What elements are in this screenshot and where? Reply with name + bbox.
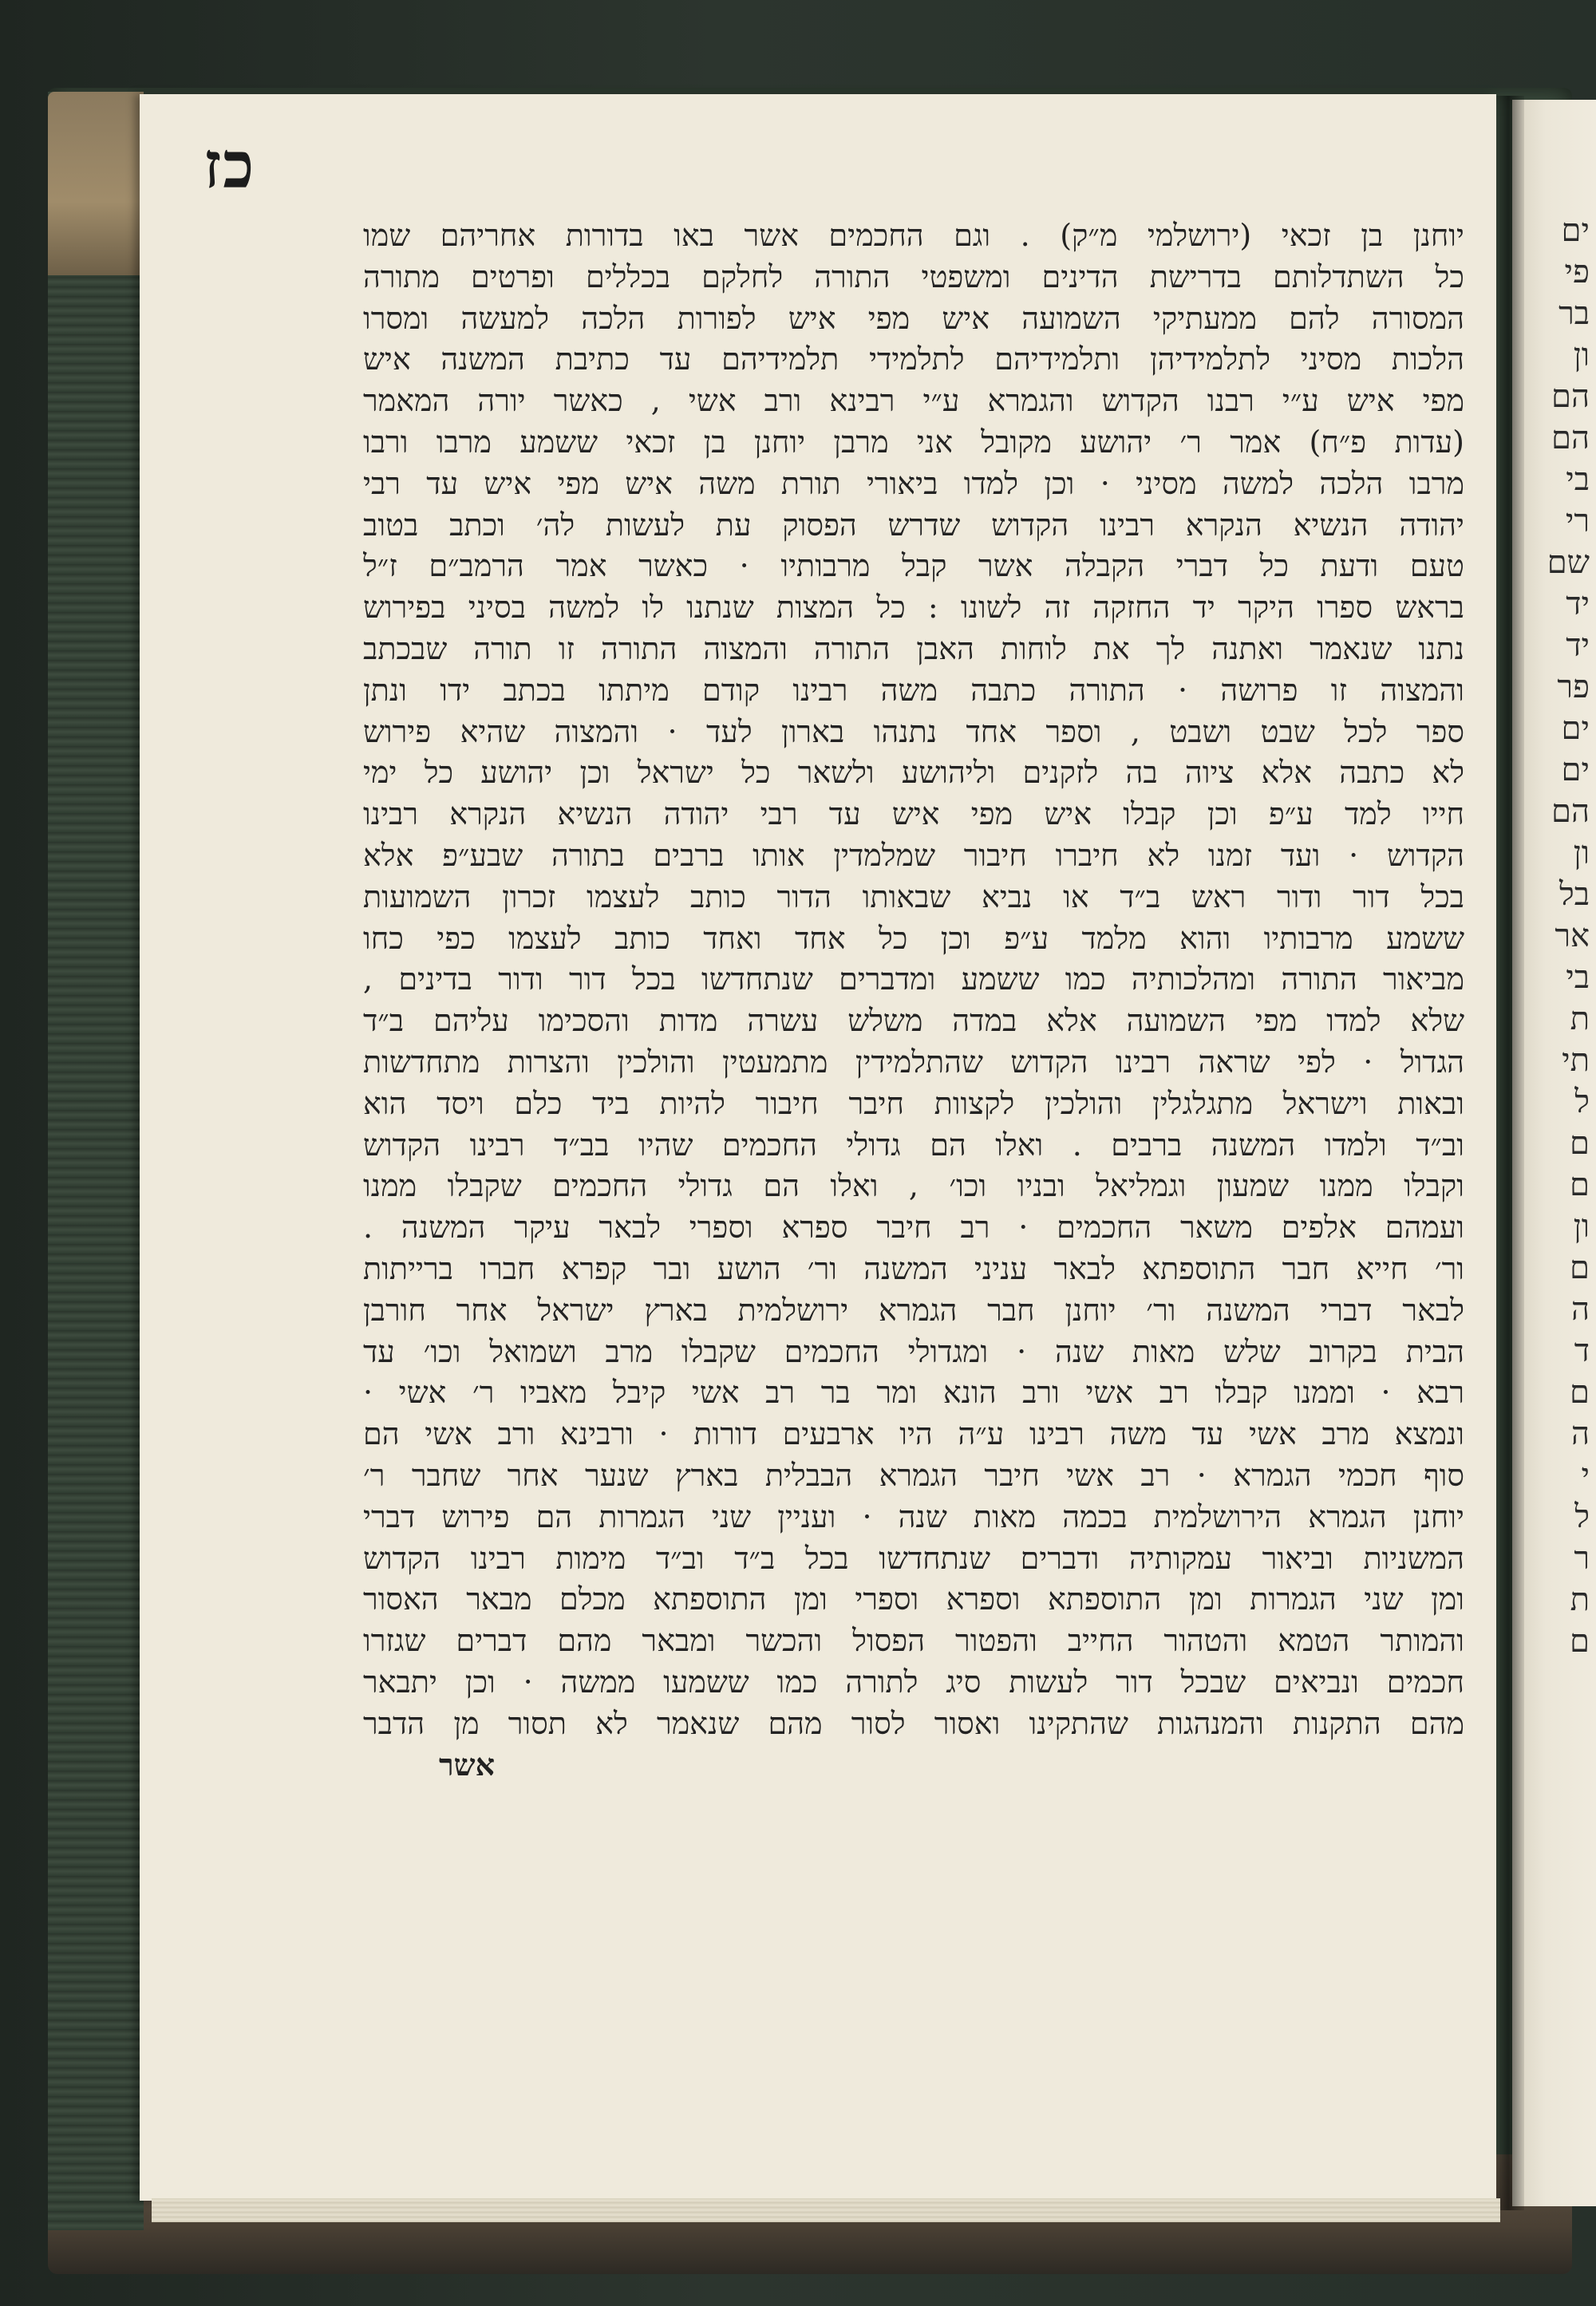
facing-page-fragment: הם [1551,793,1590,830]
text-line: מהם התקנות והמנהגות שהתקינו ואסור לסור מהם שנאמר לא תסור מן הדבר [363,1705,1464,1741]
text-line: בכל דור ודור ראש ב״ד או נביא שבאותו הדור כותב לעצמו זכרון השמועות [363,879,1464,914]
text-line: ועמהם אלפים משאר החכמים · רב חיבר ספרא וספרי לבאר עיקר המשנה . [363,1210,1464,1246]
text-line: (עדות פ״ח) אמר ר׳ יהושע מקובל אני מרבן יוחנן בן זכאי ששמע מרבו ורבו [363,424,1464,460]
text-line: ומן שני הגמרות ומן התוספתא וספרא וספרי ומן התוספתא מכלם מבאר האסור [363,1581,1464,1617]
facing-page-fragment: ון [1573,337,1590,373]
facing-page-fragment: ם [1570,1167,1590,1203]
text-line: הגדול · לפי שראה רבינו הקדוש שהתלמידין מתמעטין והולכין והצרות מתחדשות [363,1044,1464,1080]
facing-page-fragment: ם [1570,1125,1590,1162]
text-line: והמותר הטמא והטהור החייב והפטור הפסול והכשר ומבאר מהם דברים שגזרו [363,1623,1464,1659]
text-line: ונמצא מרב אשי עד משה רבינו ע״ה היו ארבעים דורות · ורבינא ורב אשי הם [363,1416,1464,1452]
text-line: חכמים ונביאים שבכל דור לעשות סיג לתורה כמו ששמעו ממשה · וכן יתבאר [363,1664,1464,1700]
facing-page-fragment: ד [1574,1333,1590,1369]
facing-page-fragment: רי [1565,503,1590,539]
book-spine [48,92,144,2230]
text-line: יוחנן הגמרא הירושלמית בכמה מאות שנה · ועניין שני הגמרות הם פירוש דברי [363,1499,1464,1534]
text-line: טעם ודעת כל דברי הקבלה אשר קבל מרבותיו · כאשר אמר הרמב״ם ז״ל [363,548,1464,584]
facing-page [1512,100,1596,2206]
facing-page-fragment: ון [1573,1208,1590,1245]
text-line: כל השתדלותם בדרישת הדינים ומשפטי התורה לחלקם בכללים ופרטים מתורה [363,259,1464,294]
facing-page-fragment: ר [1574,1540,1590,1577]
facing-page-fragment: ל [1574,1499,1590,1535]
facing-page-fragment: ים [1561,212,1590,249]
facing-page-fragment: ה [1570,1291,1590,1328]
facing-page-fragment: שם [1547,544,1590,581]
text-line: המסורה להם ממעתיקי השמועה איש מפי איש לפורות הלכה למעשה ומסרו [363,300,1464,336]
facing-page-fragment: בל [1559,876,1590,913]
facing-page-fragment: ל [1574,1084,1590,1120]
facing-page-fragment: ים [1561,752,1590,788]
facing-page-fragment: ון [1573,835,1590,871]
facing-page-fragment: ים [1561,710,1590,747]
facing-page-fragment: פר [1557,669,1590,705]
text-line: חייו למד ע״פ וכן קבלו איש מפי איש עד רבי יהודה הנשיא הנקרא רבינו [363,796,1464,832]
facing-page-fragment: אר [1555,918,1590,954]
facing-page-fragment: בי [1566,461,1590,498]
text-line: ששמע מרבותיו והוא מלמד ע״פ וכן כל אחד ואחד כותב לעצמו כפי כחו [363,920,1464,956]
text-line: שלא למדו מפי השמועה אלא במדה משלש עשרה מדות והסכימו עליהם ב״ד [363,1003,1464,1039]
facing-page-fragment: בר [1558,295,1590,332]
facing-page-fragment: ה [1570,1416,1590,1452]
text-line: לבאר דברי המשנה ור׳ יוחנן חבר הגמרא ירושלמית בארץ ישראל אחר חורבן [363,1292,1464,1328]
facing-page-fragment: יד [1566,627,1590,664]
text-line: הלכות מסיני לתלמידיהן ותלמידיהם לתלמידי תלמידיהם עד כתיבת המשנה איש [363,342,1464,377]
facing-page-fragment: הם [1551,420,1590,456]
page-number: כז [203,128,256,203]
facing-page-fragment: בי [1566,959,1590,996]
text-line: רבא · וממנו קבלו רב אשי ורב הונא ומר בר רב אשי קיבל מאביו ר׳ אשי · [363,1375,1464,1411]
facing-page-fragment: ם [1570,1250,1590,1286]
catchword: אשר [439,1747,495,1783]
page-text-block [363,215,1464,1786]
text-line: המשניות וביאור עמקותיה ודברים שנתחדשו בכל ב״ד וב״ד מימות רבינו הקדוש [363,1540,1464,1576]
text-line: לא כתבה אלא ציוה בה לזקנים וליהושע ולשאר כל ישראל וכן יהושע כל ימי [363,755,1464,791]
facing-page-fragment: י [1581,1457,1590,1494]
spine-worn-corner [48,92,144,275]
facing-page-fragment: תי [1562,1042,1590,1079]
text-line: מביאור התורה ומהלכותיה כמו ששמע ומדברים שנתחדשו בכל דור ודור בדינים , [363,961,1464,997]
text-line: נתנו שנאמר ואתנה לך את לוחות האבן התורה והמצוה התורה זו תורה שבכתב [363,630,1464,666]
facing-page-fragment: הם [1551,378,1590,415]
text-line: סוף חכמי הגמרא · רב אשי חיבר הגמרא הבבלית בארץ שנער אחר שחבר ר׳ [363,1457,1464,1493]
text-line: הקדוש · ועד זמנו לא חיברו חיבור שמלמדין אותו ברבים בתורה שבע״פ אלא [363,837,1464,873]
text-line: הבית בקרוב שלש מאות שנה · ומגדולי החכמים שקבלו מרב ושמואל וכו׳ עד [363,1333,1464,1369]
page-stack-edge [152,2198,1500,2222]
text-line: מפי איש ע״י רבנו הקדוש והגמרא ע״י רבינא ורב אשי , כאשר יורה המאמר [363,383,1464,419]
facing-page-fragment: פי [1564,254,1590,290]
facing-page-fragment: ת [1570,1001,1590,1037]
text-line: ור׳ חייא חבר התוספתא לבאר עניני המשנה ור׳ הושע ובר קפרא חברו ברייתות [363,1250,1464,1286]
text-line: יוחנן בן זכאי (ירושלמי מ״ק) . וגם החכמים אשר באו בדורות אחריהם שמו [363,218,1464,253]
text-line: וב״ד ולמדו המשנה ברבים . ואלו הם גדולי החכמים שהיו בב״ד רבינו הקדוש [363,1127,1464,1163]
text-line: ספר לכל שבט ושבט , וספר אחד נתנהו בארון לעד · והמצוה שהיא פירוש [363,713,1464,749]
text-line: יהודה הנשיא הנקרא רבינו הקדוש שדרש הפסוק עת לעשות לה׳ וכתב בטוב [363,507,1464,543]
facing-page-fragment: יד [1566,586,1590,622]
text-line: וקבלו ממנו שמעון וגמליאל ובניו וכו׳ , ואלו הם גדולי החכמים שקבלו ממנו [363,1168,1464,1204]
page-gutter-shadow [1492,96,1524,2210]
facing-page-fragment: ת [1570,1581,1590,1618]
text-line: והמצוה זו פרושה · התורה כתבה משה רבינו קודם מיתתו בכתב ידו ונתן [363,672,1464,708]
facing-page-fragment: ם [1570,1374,1590,1411]
text-line: ובאות וישראל מתגלגלין והולכין לקצוות חיבר חיבור להיות ביד כלם ויסד הוא [363,1085,1464,1121]
facing-page-fragment: ם [1570,1623,1590,1660]
text-line: מרבו הלכה למשה מסיני · וכן למדו ביאורי תורת משה איש מפי איש עד רבי [363,465,1464,501]
text-line: בראש ספרו היקר יד החזקה זה לשונו : כל המצות שנתנו לו למשה בסיני בפירוש [363,590,1464,626]
